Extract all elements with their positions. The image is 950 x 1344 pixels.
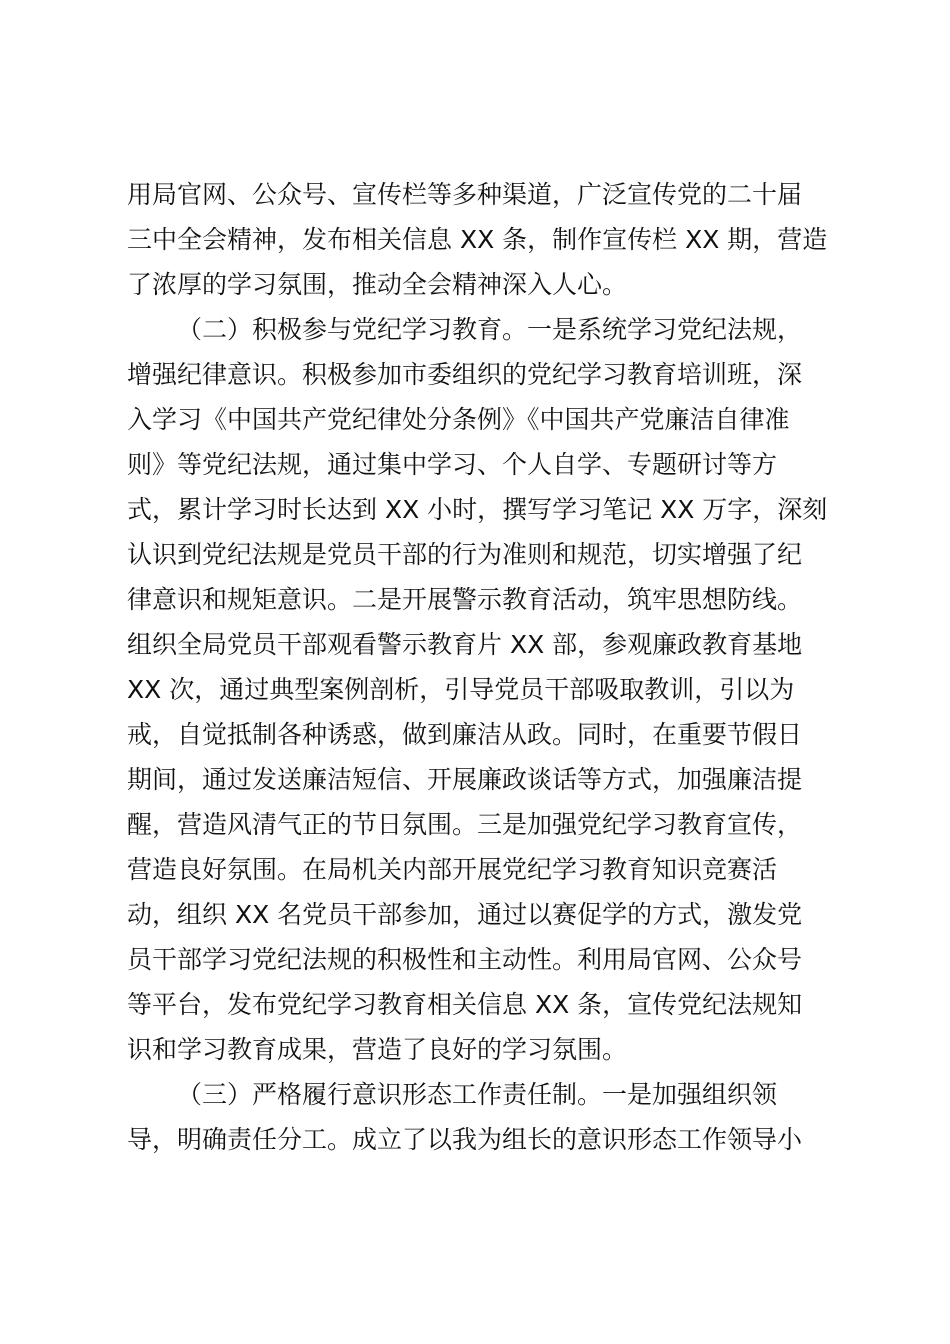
section-heading-line: （二）积极参与党纪学习教育。一是系统学习党纪法规，	[177, 315, 803, 344]
text-line: 员干部学习党纪法规的积极性和主动性。利用局官网、公众号	[127, 945, 803, 974]
text-line: 则》等党纪法规，通过集中学习、个人自学、专题研讨等方	[127, 450, 778, 479]
text-line: 醒，营造风清气正的节日氛围。三是加强党纪学习教育宣传，	[127, 810, 803, 839]
text-line: 三中全会精神，发布相关信息 XX 条，制作宣传栏 XX 期，营造	[127, 225, 828, 254]
body-text	[127, 172, 831, 1162]
text-line: 认识到党纪法规是党员干部的行为准则和规范，切实增强了纪	[127, 540, 803, 569]
text-line: 了浓厚的学习氛围，推动全会精神深入人心。	[127, 270, 628, 299]
text-line: 期间，通过发送廉洁短信、开展廉政谈话等方式，加强廉洁提	[127, 765, 803, 794]
text-line: 增强纪律意识。积极参加市委组织的党纪学习教育培训班，深	[127, 360, 803, 389]
text-line: 组织全局党员干部观看警示教育片 XX 部，参观廉政教育基地	[127, 630, 803, 659]
text-line: 律意识和规矩意识。二是开展警示教育活动，筑牢思想防线。	[127, 585, 803, 614]
text-line: XX 次，通过典型案例剖析，引导党员干部吸取教训，引以为	[127, 675, 795, 704]
text-line: 等平台，发布党纪学习教育相关信息 XX 条，宣传党纪法规知	[127, 990, 803, 1019]
text-line: 戒，自觉抵制各种诱惑，做到廉洁从政。同时，在重要节假日	[127, 720, 803, 749]
text-line: 用局官网、公众号、宣传栏等多种渠道，广泛宣传党的二十届	[127, 180, 803, 209]
text-line: 营造良好氛围。在局机关内部开展党纪学习教育知识竞赛活	[127, 855, 778, 884]
section-heading-line: （三）严格履行意识形态工作责任制。一是加强组织领	[177, 1080, 778, 1109]
text-line: 入学习《中国共产党纪律处分条例》《中国共产党廉洁自律准	[127, 405, 790, 434]
text-line: 动，组织 XX 名党员干部参加，通过以赛促学的方式，激发党	[127, 900, 803, 929]
text-line: 式，累计学习时长达到 XX 小时，撰写学习笔记 XX 万字，深刻	[127, 495, 828, 524]
text-line: 导，明确责任分工。成立了以我为组长的意识形态工作领导小	[127, 1125, 803, 1154]
text-line: 识和学习教育成果，营造了良好的学习氛围。	[127, 1035, 628, 1064]
